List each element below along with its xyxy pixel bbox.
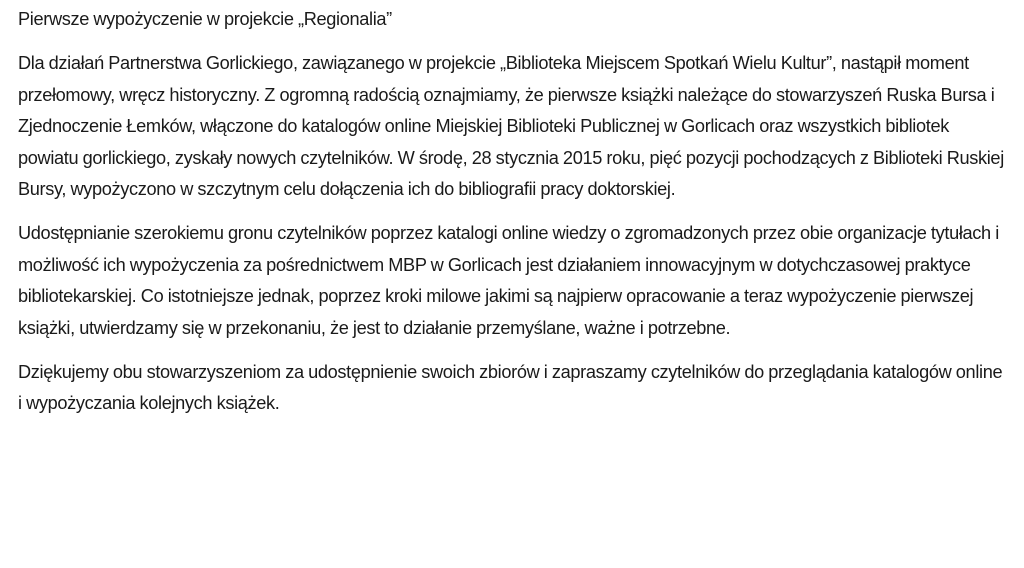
article-paragraph-1: Dla działań Partnerstwa Gorlickiego, zawiązanego w projekcie „Biblioteka Miejscem Spotkań Wielu Kultur”, nastąpił moment przełomowy, wręcz historyczny. Z ogromną radością oznajmiamy, że pierwsze książki należące do stowarzyszeń Ruska Bursa i Zjednoczenie Łemków, włączone do katalogów online Miejskiej Biblioteki Publicznej w Gorlicach oraz wszystkich bibliotek powiatu gorlickiego, zyskały nowych czytelników. W środę, 28 stycznia 2015 roku, pięć pozycji pochodzących z Biblioteki Ruskiej Bursy, wypożyczono w szczytnym celu dołączenia ich do bibliografii pracy doktorskiej. (18, 53, 1004, 200)
article-title: Pierwsze wypożyczenie w projekcie „Regionalia” (18, 9, 392, 29)
article-paragraph-2: Udostępnianie szerokiemu gronu czytelników poprzez katalogi online wiedzy o zgromadzonych przez obie organizacje tytułach i możliwość ich wypożyczenia za pośrednictwem MBP w Gorlicach jest działaniem innowacyjnym w dotychczasowej praktyce bibliotekarskiej. Co istotniejsze jednak, poprzez kroki milowe jakimi są najpierw opracowanie a teraz wypożyczenie pierwszej książki, utwierdzamy się w przekonaniu, że jest to działanie przemyślane, ważne i potrzebne. (18, 223, 999, 338)
article-paragraph-3: Dziękujemy obu stowarzyszeniom za udostępnienie swoich zbiorów i zapraszamy czytelników do przeglądania katalogów online i wypożyczania kolejnych książek. (18, 362, 1003, 414)
